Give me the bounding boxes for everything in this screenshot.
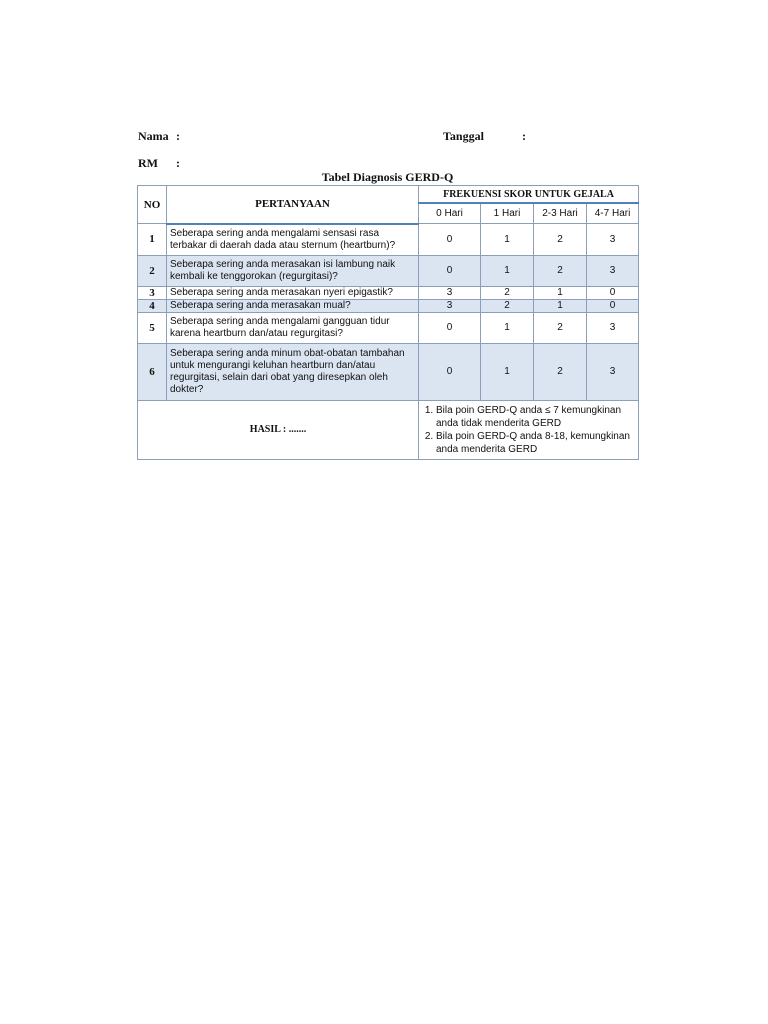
date-colon: : [522,129,526,143]
freq-col-3: 4-7 Hari [587,203,639,224]
row-question: Seberapa sering anda merasakan isi lambung naik kembali ke tenggorokan (regurgitasi)? [167,255,419,286]
table-title: Tabel Diagnosis GERD-Q [321,170,454,184]
row-question: Seberapa sering anda mengalami sensasi rasa terbakar di daerah dada atau sternum (heartburn)? [167,224,419,256]
row-number: 3 [138,286,167,299]
score-cell: 3 [587,255,639,286]
table-row [138,286,639,299]
score-cell: 3 [419,286,481,299]
score-cell: 0 [419,343,481,400]
score-cell: 1 [481,255,534,286]
rm-colon: : [176,156,180,170]
score-cell: 2 [534,255,587,286]
score-cell: 1 [534,286,587,299]
row-number: 5 [138,312,167,343]
gerd-q-table [137,185,639,460]
row-question: Seberapa sering anda merasakan mual? [167,299,419,312]
row-question: Seberapa sering anda minum obat-obatan tambahan untuk mengurangi keluhan heartburn dan/atau regurgitasi, selain dari obat yang diresepkan oleh dokter? [167,343,419,400]
score-cell: 1 [481,224,534,256]
date-label: Tanggal [443,129,484,143]
column-header-no: NO [138,186,167,224]
score-cell: 0 [587,299,639,312]
row-number: 4 [138,299,167,312]
freq-col-2: 2-3 Hari [534,203,587,224]
score-cell: 3 [587,343,639,400]
score-cell: 0 [419,255,481,286]
name-label: Nama [138,129,169,143]
score-cell: 3 [419,299,481,312]
score-cell: 0 [587,286,639,299]
score-cell: 1 [534,299,587,312]
table-row [138,299,639,312]
row-number: 6 [138,343,167,400]
table-row [138,343,639,400]
row-number: 2 [138,255,167,286]
row-question: Seberapa sering anda merasakan nyeri epigastik? [167,286,419,299]
score-cell: 3 [587,224,639,256]
score-cell: 2 [481,286,534,299]
score-cell: 2 [534,343,587,400]
table-row [138,312,639,343]
score-cell: 2 [534,224,587,256]
score-cell: 1 [481,312,534,343]
score-cell: 2 [534,312,587,343]
score-cell: 1 [481,343,534,400]
score-cell: 3 [587,312,639,343]
result-note: 2. Bila poin GERD-Q anda 8-18, kemungkinan anda menderita GERD [436,430,635,456]
result-note: 1. Bila poin GERD-Q anda ≤ 7 kemungkinan anda tidak menderita GERD [436,404,635,430]
name-colon: : [176,129,180,143]
freq-col-0: 0 Hari [419,203,481,224]
column-header-question: PERTANYAAN [167,186,419,224]
row-number: 1 [138,224,167,256]
row-question: Seberapa sering anda mengalami gangguan tidur karena heartburn dan/atau regurgitasi? [167,312,419,343]
result-label: HASIL : ....... [138,400,419,459]
score-cell: 0 [419,224,481,256]
rm-label: RM [138,156,158,170]
table-row [138,255,639,286]
table-row [138,224,639,256]
column-header-frequency: FREKUENSI SKOR UNTUK GEJALA [419,186,639,204]
score-cell: 2 [481,299,534,312]
score-cell: 0 [419,312,481,343]
freq-col-1: 1 Hari [481,203,534,224]
result-notes [419,400,639,459]
result-row [138,400,639,459]
